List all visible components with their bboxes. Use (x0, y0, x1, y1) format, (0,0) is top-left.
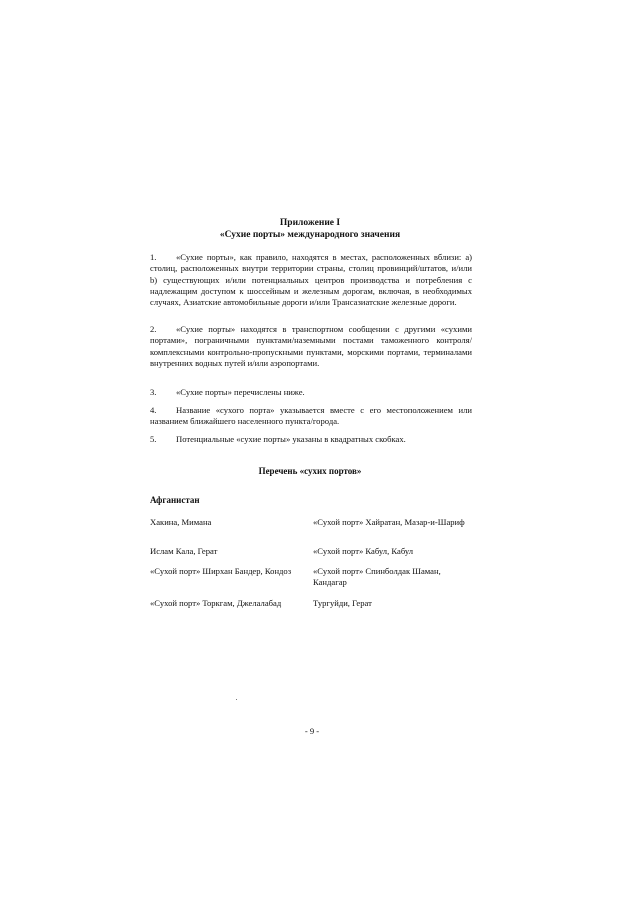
page-number: - 9 - (304, 726, 320, 736)
dry-port-entry: «Сухой порт» Ширхан Бандер, Кондоз (150, 566, 292, 576)
paragraph-text: Потенциальные «сухие порты» указаны в квадратных скобках. (176, 434, 406, 444)
paragraph-number: 4. (150, 405, 157, 415)
dry-port-entry: Тургуйди, Герат (313, 598, 372, 608)
paragraph-4 (150, 405, 472, 428)
paragraph-number: 2. (150, 324, 157, 334)
paragraph-number: 1. (150, 252, 157, 262)
dry-port-entry: «Сухой порт» Кабул, Кабул (313, 546, 414, 556)
paragraph-number: 3. (150, 387, 157, 397)
appendix-subtitle: «Сухие порты» международного значения (219, 230, 401, 240)
dry-port-entry: «Сухой порт» Торкгам, Джелалабад (150, 598, 282, 608)
paragraph-text: Название «сухого порта» указывается вместе с его местоположением или названием ближайшего населенного пункта/города. (150, 405, 472, 427)
paragraph-3 (150, 387, 472, 398)
paragraph-text: «Сухие порты» находятся в транспортном сообщении с другими «сухими портами», пограничными пунктами/наземными постами таможенного контроля/комплексными контрольно-пропускными пунктами, морскими портами, терминалами внутренних водных путей и/или аэропортами. (150, 324, 472, 368)
appendix-title: Приложение I (279, 218, 341, 228)
paragraph-text: «Сухие порты», как правило, находятся в местах, расположенных вблизи: а) столиц, расположенных внутри территории страны, столиц провинций/штатов, и/или b) существующих и/или потенциальных центров производства и потребления с надлежащим доступом к шоссейным и железным дорогам, включая, в необходимых случаях, Азиатские автомобильные дороги и/или Трансазиатские железные дороги. (150, 252, 472, 308)
dry-port-entry: «Сухой порт» Спинболдак Шаман, Кандагар (313, 566, 441, 588)
dry-port-entry: «Сухой порт» Хайратан, Мазар-и-Шариф (313, 517, 465, 527)
scan-speck (236, 699, 237, 700)
paragraph-number: 5. (150, 434, 157, 444)
paragraph-1 (150, 252, 472, 308)
country-heading: Афганистан (150, 495, 200, 505)
dry-port-entry: Хакина, Мимана (150, 517, 212, 527)
paragraph-2 (150, 324, 472, 369)
dry-port-entry: Ислам Кала, Герат (150, 546, 218, 556)
paragraph-5 (150, 434, 472, 445)
dry-ports-list-title: Перечень «сухих портов» (258, 466, 362, 476)
paragraph-text: «Сухие порты» перечислены ниже. (176, 387, 305, 397)
